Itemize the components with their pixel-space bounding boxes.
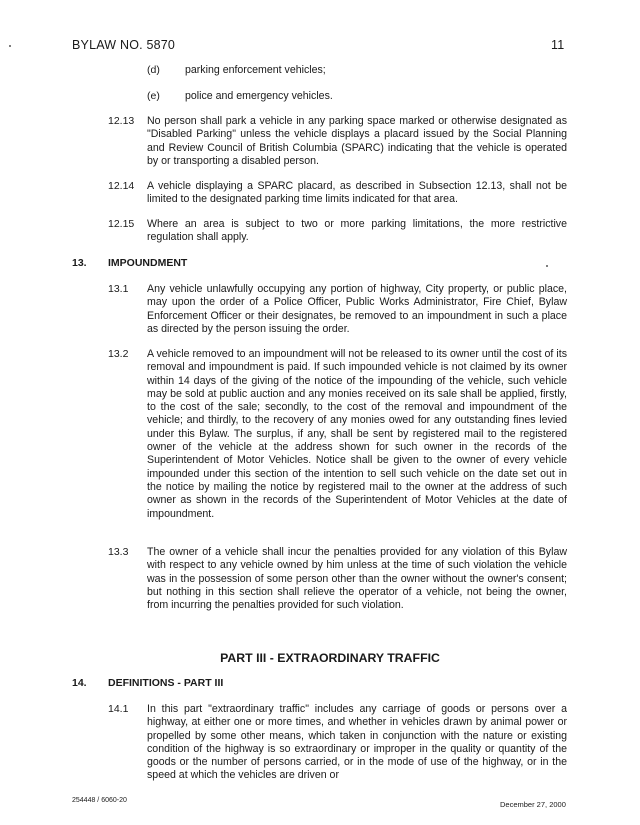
section-14-title: DEFINITIONS - PART III bbox=[108, 677, 224, 689]
section-13-2-number: 13.2 bbox=[108, 348, 129, 360]
section-13-1-number: 13.1 bbox=[108, 283, 129, 295]
bylaw-number: BYLAW NO. 5870 bbox=[72, 38, 176, 52]
item-d-label: (d) bbox=[147, 64, 160, 76]
section-14-1-text: In this part "extraordinary traffic" includes any carriage of goods or persons over a highway, at either one or more times, and whether in vehicles drawn by animal power or propelled by some other means, which taken in conjunction with the nature or existing condition of the highway is so extraordinary or improper in the quality or quantity of the goods or the number of persons carried, or in the mode of use of the highway, or in the speed at which the vehicles are driven or bbox=[147, 703, 567, 782]
section-14-number: 14. bbox=[72, 677, 87, 689]
section-13-2-text: A vehicle removed to an impoundment will not be released to its owner until the cost of its removal and impoundment is paid. If such impounded vehicle is not claimed by its owner within 14 days of the giving of the notice of the impounding of the vehicle, such vehicle may be sold at public auction and any monies received on its sale shall be applied, firstly, to the cost of the sale; secondly, to the cost of the removal and impoundment of the vehicle; and thirdly, to the recovery of any monies owed for any outstanding fines levied under this Bylaw. The surplus, if any, shall be sent by registered mail to the registered owner of the vehicle at the address shown for such owner in the records of the Superintendent of Motor Vehicles. Notice shall be given to the owner of every vehicle impounded under this section of the intention to sell such vehicle on the date set out in the notice by mailing the notice by registered mail to the owner at the address of such owner as shown in the records of the Superintendent of Motor Vehicles at the date of impoundment. bbox=[147, 348, 567, 520]
section-12-13-text: No person shall park a vehicle in any parking space marked or otherwise designated as "Disabled Parking" unless the vehicle displays a placard issued by the Social Planning and Review Council of British Columbia (SPARC) indicating that the vehicle is operated by or transporting a disabled person. bbox=[147, 115, 567, 167]
section-13-title: IMPOUNDMENT bbox=[108, 257, 188, 269]
section-12-15-number: 12.15 bbox=[108, 218, 135, 230]
item-d-text: parking enforcement vehicles; bbox=[185, 64, 326, 76]
footer-date: December 27, 2000 bbox=[500, 800, 566, 809]
item-e-text: police and emergency vehicles. bbox=[185, 90, 333, 102]
item-e-label: (e) bbox=[147, 90, 160, 102]
part-3-heading: PART III - EXTRAORDINARY TRAFFIC bbox=[220, 651, 440, 665]
footer-reference: 254448 / 6060-20 bbox=[72, 797, 127, 804]
section-13-3-number: 13.3 bbox=[108, 546, 129, 558]
section-12-14-text: A vehicle displaying a SPARC placard, as described in Subsection 12.13, shall not be limited to the designated parking time limits indicated for that area. bbox=[147, 180, 567, 206]
section-12-14-number: 12.14 bbox=[108, 180, 135, 192]
section-13-number: 13. bbox=[72, 257, 87, 269]
section-14-1-number: 14.1 bbox=[108, 703, 129, 715]
section-12-13-number: 12.13 bbox=[108, 115, 135, 127]
section-12-15-text: Where an area is subject to two or more parking limitations, the more restrictive regulation shall apply. bbox=[147, 218, 567, 244]
scan-speck bbox=[546, 265, 548, 267]
scan-speck bbox=[9, 45, 11, 47]
section-13-1-text: Any vehicle unlawfully occupying any portion of highway, City property, or public place, may upon the order of a Police Officer, Public Works Administrator, Fire Chief, Bylaw Enforcement Officer or their designates, be removed to an impoundment in such a place as directed by the person issuing the order. bbox=[147, 283, 567, 335]
section-13-3-text: The owner of a vehicle shall incur the penalties provided for any violation of this Bylaw with respect to any vehicle owned by him unless at the time of such violation the vehicle was in the possession of some person other than the owner without the owner's consent; but nothing in this section shall relieve the operator of a vehicle, not being the owner, from incurring the penalties provided for such violation. bbox=[147, 546, 567, 612]
page-number: 11 bbox=[551, 38, 565, 52]
